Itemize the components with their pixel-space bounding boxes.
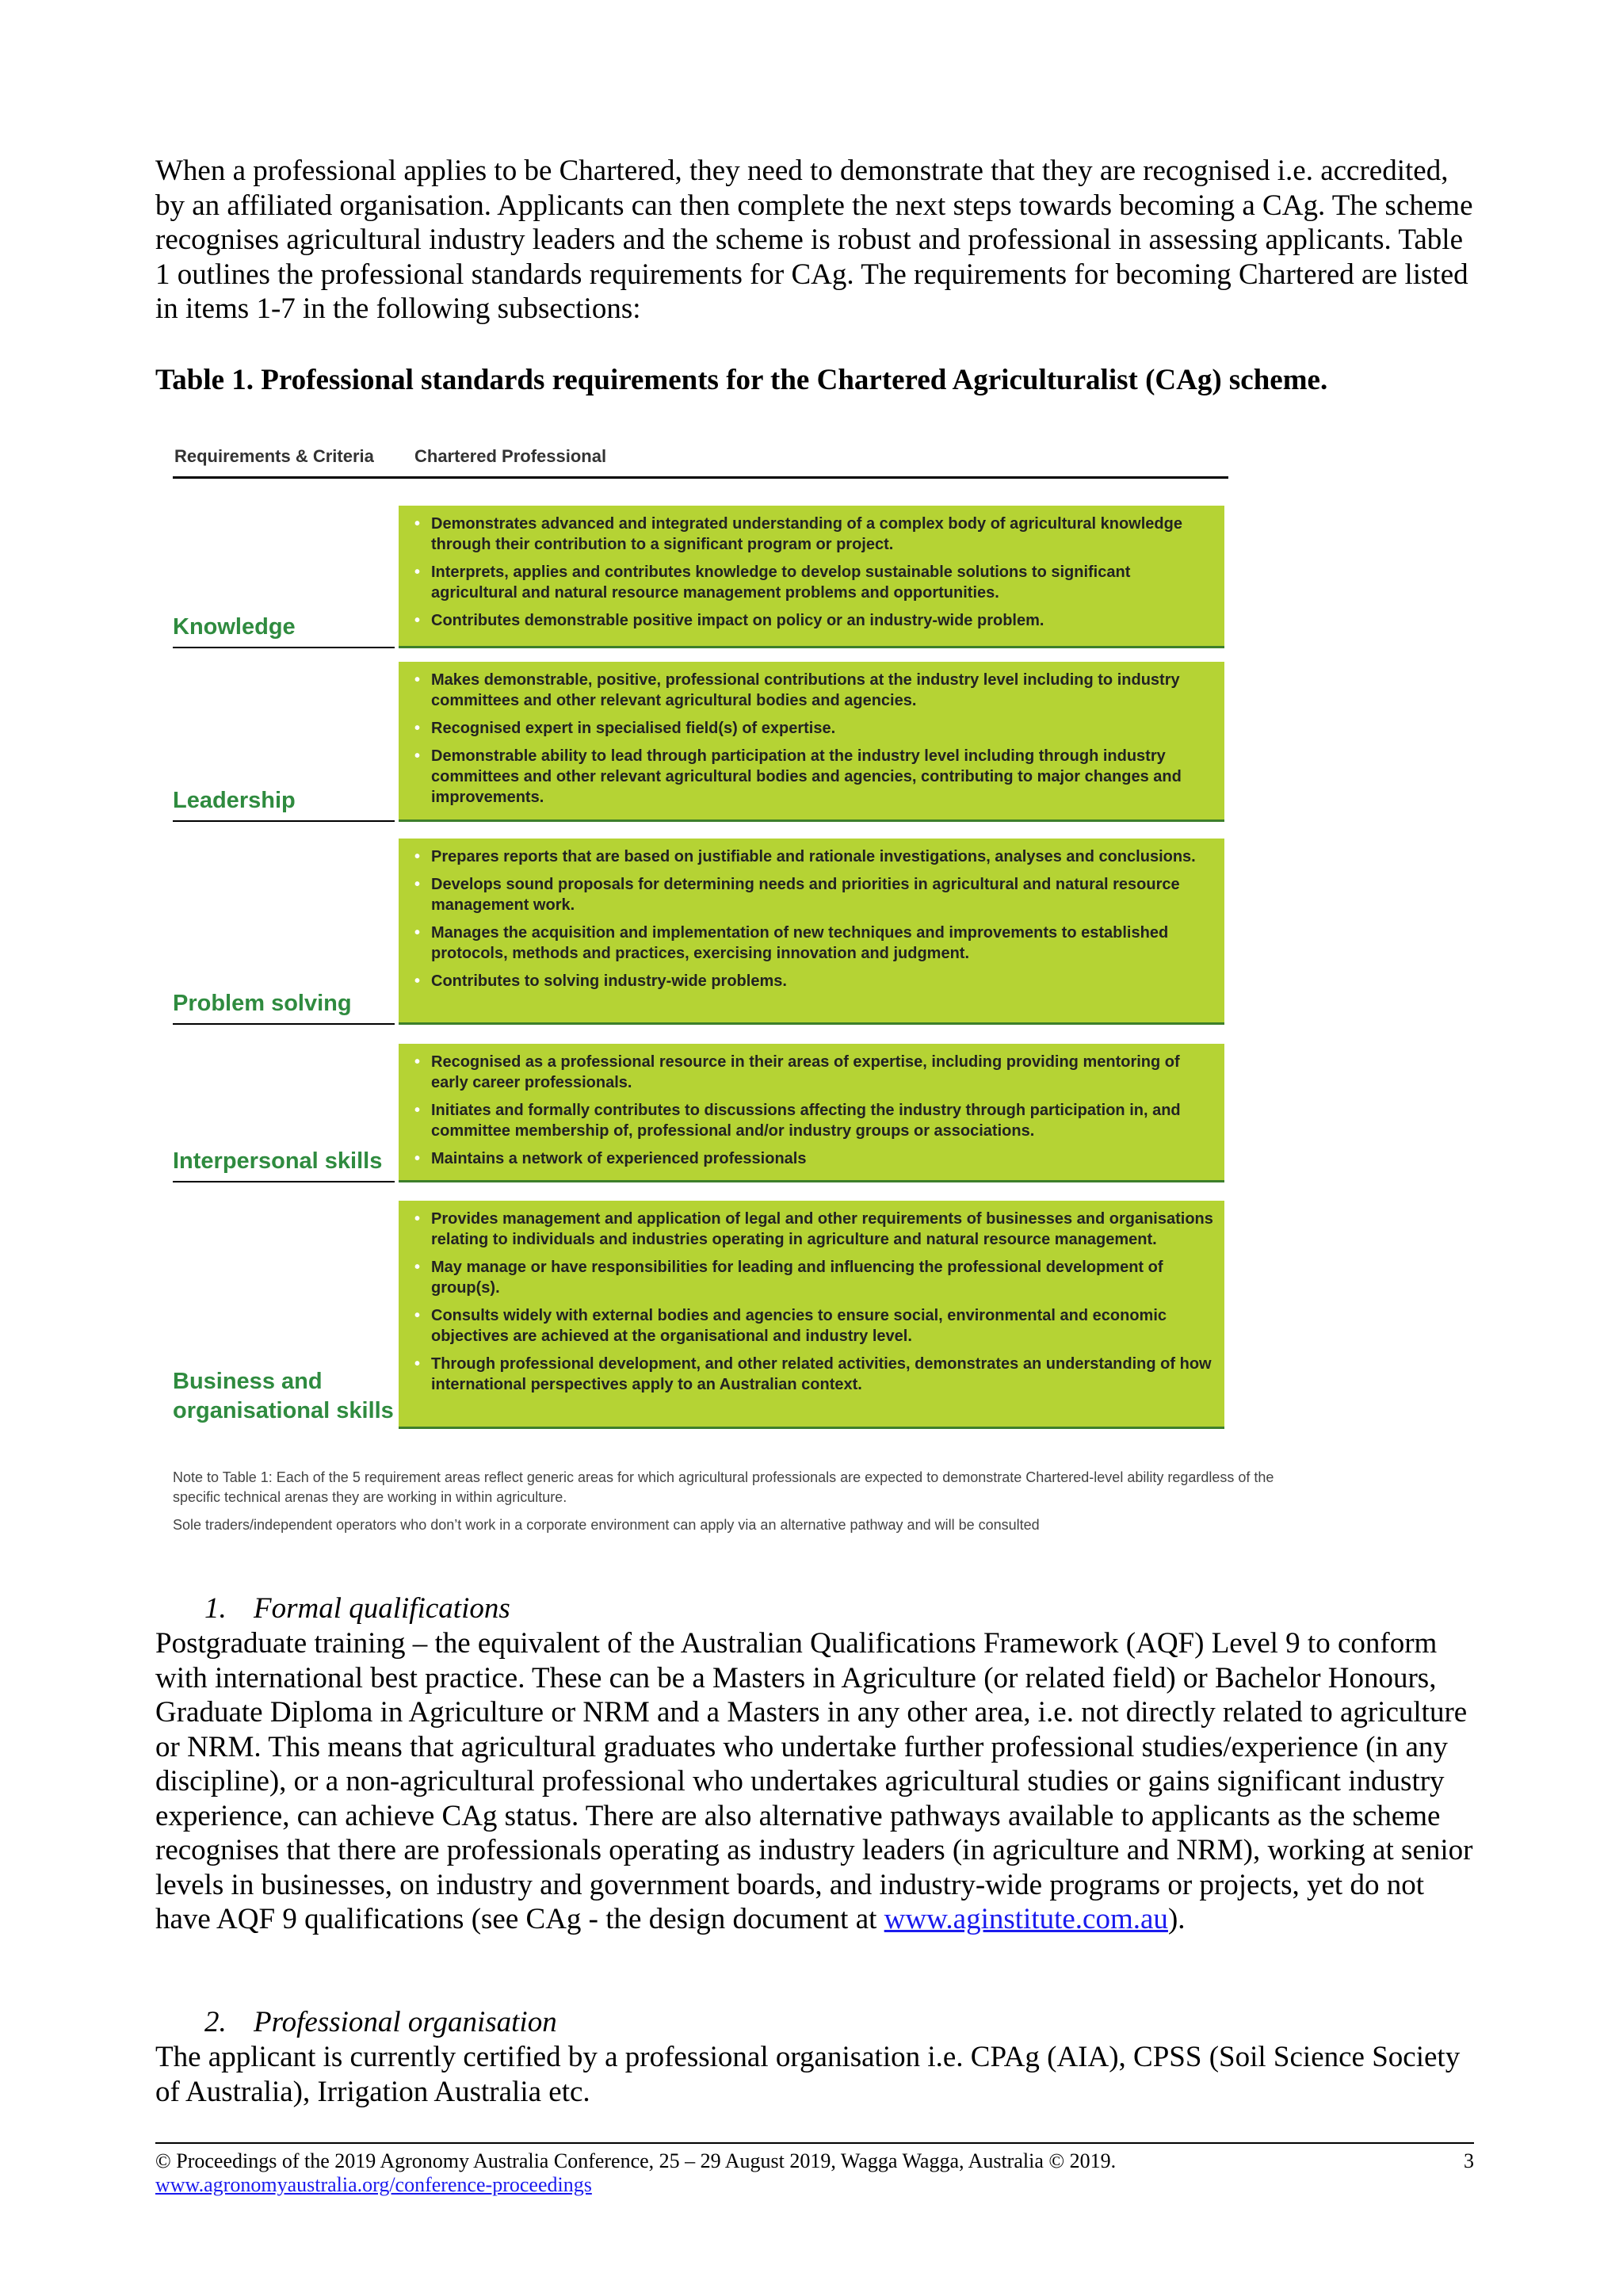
group-problem-solving (173, 839, 1228, 1025)
section-number: 2. (204, 2006, 227, 2038)
criterion-item: • Recognised expert in specialised field(s) of expertise. (414, 720, 836, 737)
table-note-sole-traders: Sole traders/independent operators who don’t work in a corporate environment can apply via an alternative pathway and will be consulted (173, 1517, 1040, 1533)
page-footer (155, 2149, 1474, 2197)
bullet-icon: • (414, 1210, 421, 1228)
bullet-icon: • (414, 848, 421, 865)
header-requirements-criteria: Requirements & Criteria (174, 446, 374, 466)
bullet-icon: • (414, 1259, 421, 1276)
criterion-item: • Interprets, applies and contributes knowledge to develop sustainable solutions to significant agricultural and natural resource management problems and opportunities. (414, 563, 1131, 602)
bullet-icon: • (414, 612, 421, 629)
criteria-box (399, 662, 1224, 822)
footer-proceedings-link[interactable]: www.agronomyaustralia.org/conference-proceedings (155, 2173, 592, 2196)
bullet-icon: • (414, 1307, 421, 1324)
criterion-item: • Contributes to solving industry-wide problems. (414, 972, 787, 990)
bullet-icon: • (414, 671, 421, 689)
criterion-item: • Consults widely with external bodies and agencies to ensure social, environmental and economic objectives are achieved at the organisational and industry level. (414, 1307, 1167, 1345)
section-title: Professional organisation (254, 2006, 557, 2038)
bullet-icon: • (414, 747, 421, 765)
bullet-icon: • (414, 876, 421, 893)
criterion-item: • Manages the acquisition and implementation of new techniques and improvements to established protocols, methods and practices, exercising innovation and judgment. (414, 924, 1169, 962)
criterion-item: • Through professional development, and other related activities, demonstrates an understanding of how international perspectives apply to an Australian context. (414, 1355, 1212, 1393)
header-chartered-professional: Chartered Professional (414, 446, 607, 466)
criterion-item: • Makes demonstrable, positive, professional contributions at the industry level including to industry committees and other relevant agricultural bodies and agencies. (414, 671, 1180, 709)
criterion-item: • Provides management and application of legal and other requirements of businesses and organisations relating to individuals and industries operating in agriculture and natural resource management. (414, 1210, 1213, 1248)
section-number: 1. (204, 1592, 227, 1625)
section-body-professional-organisation: The applicant is currently certified by a professional organisation i.e. CPAg (AIA), CPSS (Soil Science Society of Australia), Irrigation Australia etc. (155, 2041, 1461, 2108)
bullet-icon: • (414, 720, 421, 737)
table-note: Note to Table 1: Each of the 5 requirement areas reflect generic areas for which agricultural professionals are expected to demonstrate Chartered-level ability regardless of the specific technical arenas they are working in within agriculture. (173, 1469, 1274, 1505)
section-heading-formal-qualifications (204, 1591, 510, 1626)
bullet-icon: • (414, 924, 421, 942)
aginstitute-link[interactable]: www.aginstitute.com.au (884, 1903, 1168, 1935)
criterion-item: • May manage or have responsibilities for leading and influencing the professional development of group(s). (414, 1259, 1163, 1297)
criterion-item: • Demonstrates advanced and integrated understanding of a complex body of agricultural knowledge through their contribution to a significant program or project. (414, 515, 1182, 553)
group-divider (173, 647, 395, 648)
criteria-box (399, 839, 1224, 1025)
bullet-icon: • (414, 972, 421, 990)
requirements-table (173, 440, 1228, 1423)
group-label: Interpersonal skills (173, 1148, 383, 1174)
criterion-item: • Initiates and formally contributes to discussions affecting the industry through participation in, and committee membership of, professional and/or industry groups or associations. (414, 1102, 1181, 1140)
group-business-organisational-skills (173, 1201, 1228, 1429)
criteria-box (399, 1044, 1224, 1182)
bullet-icon: • (414, 1053, 421, 1071)
group-label: Business and organisational skills (173, 1369, 394, 1423)
group-label: Knowledge (173, 614, 296, 640)
criterion-item: • Contributes demonstrable positive impact on policy or an industry-wide problem. (414, 612, 1044, 629)
criteria-box (399, 1201, 1224, 1429)
group-leadership (173, 662, 1228, 822)
section-title: Formal qualifications (254, 1592, 510, 1625)
criterion-item: • Recognised as a professional resource in their areas of expertise, including providing mentoring of early career professionals. (414, 1053, 1180, 1091)
criterion-item: • Prepares reports that are based on justifiable and rationale investigations, analyses and conclusions. (414, 848, 1196, 865)
bullet-icon: • (414, 1150, 421, 1167)
table-header (173, 440, 1228, 479)
intro-paragraph: When a professional applies to be Chartered, they need to demonstrate that they are recognised i.e. accredited, by an affiliated organisation. Applicants can then complete the next steps towards becoming a CAg. The scheme recognises agricultural industry leaders and the scheme is robust and professional in assessing applicants. Table 1 outlines the professional standards requirements for CAg. The requirements for becoming Chartered are listed in items 1-7 in the following subsections: (155, 155, 1473, 325)
table-caption: Table 1. Professional standards requirements for the Chartered Agriculturalist (CAg) scheme. (155, 364, 1328, 396)
page-number: 3 (1464, 2149, 1474, 2172)
group-interpersonal-skills (173, 1044, 1228, 1182)
group-divider (173, 1181, 395, 1182)
footer-copyright: © Proceedings of the 2019 Agronomy Australia Conference, 25 – 29 August 2019, Wagga Wagga, Australia © 2019. (155, 2149, 1117, 2172)
bullet-icon: • (414, 1355, 421, 1373)
criterion-item: • Demonstrable ability to lead through participation at the industry level including through industry committees and other relevant agricultural bodies and agencies, contributing to major changes and improvements. (414, 747, 1182, 806)
criterion-item: • Maintains a network of experienced professionals (414, 1150, 807, 1167)
bullet-icon: • (414, 515, 421, 533)
group-label: Leadership (173, 788, 296, 813)
group-divider (173, 820, 395, 822)
criteria-box (399, 506, 1224, 648)
section-heading-professional-organisation (204, 2005, 557, 2039)
group-label: Problem solving (173, 991, 352, 1016)
bullet-icon: • (414, 563, 421, 581)
group-divider (173, 1023, 395, 1025)
footer-rule (155, 2142, 1474, 2144)
criterion-item: • Develops sound proposals for determining needs and priorities in agricultural and natural resource management work. (414, 876, 1180, 914)
section-body-formal-qualifications: Postgraduate training – the equivalent of the Australian Qualifications Framework (AQF) Level 9 to conform with international best practice. These can be a Masters in Agriculture (or related field) or Bachelor Honours, Graduate Diploma in Agriculture or NRM and a Masters in any other area, i.e. not directly related to agriculture or NRM. This means that agricultural graduates who undertake further professional studies/experience (in any discipline), or a non-agricultural professional who undertakes agricultural studies or gains significant industry experience, can achieve CAg status. There are also alternative pathways available to applicants as the scheme recognises that there are professionals operating as industry leaders (in agriculture and NRM), working at senior levels in businesses, on industry and government boards, and industry-wide programs or projects, yet do not have AQF 9 qualifications (see CAg - the design document at www.aginstitute.com.au). (155, 1627, 1473, 1935)
bullet-icon: • (414, 1102, 421, 1119)
group-knowledge (173, 506, 1228, 648)
